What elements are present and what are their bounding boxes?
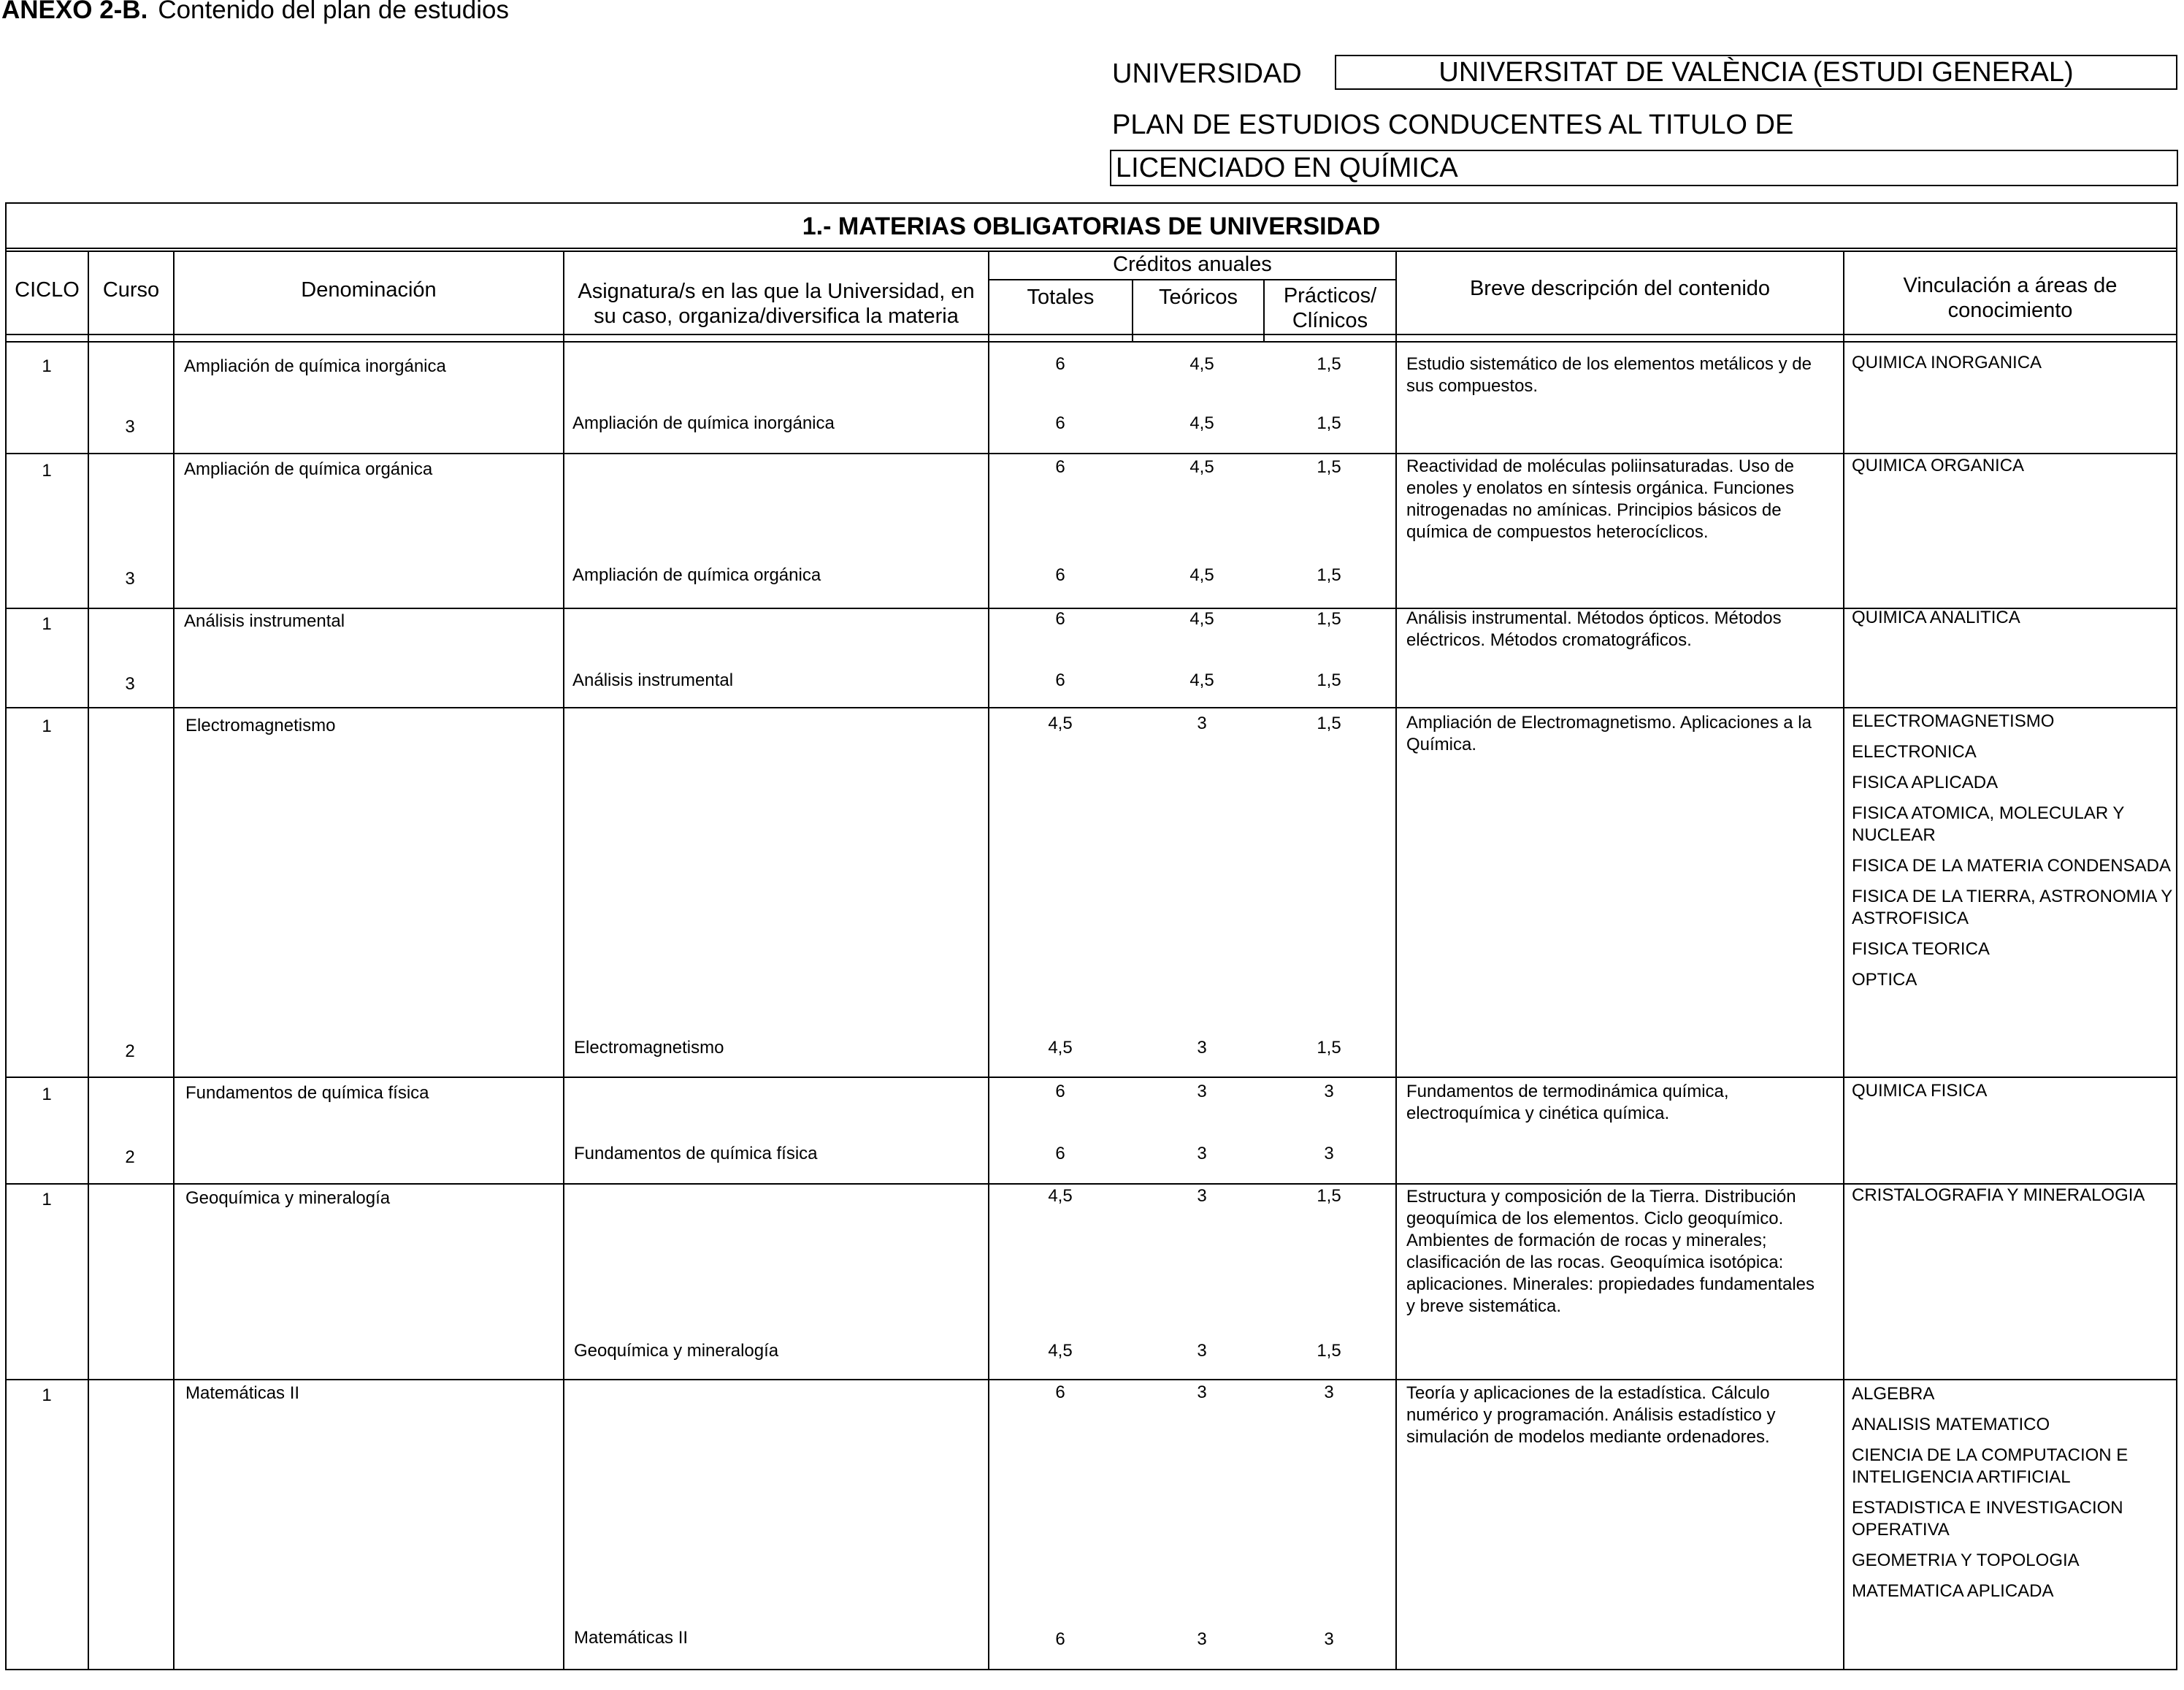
- row6-areas: [1852, 1185, 2182, 1215]
- row1-teoricos: 4,5: [1189, 354, 1214, 374]
- row1-sub-teoricos: 4,5: [1189, 413, 1214, 433]
- area-item: ALGEBRA: [1852, 1384, 1935, 1404]
- area-item: QUIMICA ORGANICA: [1852, 456, 2025, 475]
- col-divider: [88, 341, 89, 1669]
- university-label: UNIVERSIDAD: [1112, 58, 1302, 89]
- row4-areas: [1852, 711, 2177, 1000]
- annex-code: ANEXO 2-B.: [1, 0, 148, 24]
- col-divider: [1395, 341, 1397, 1669]
- row4-curso: 2: [125, 1041, 135, 1061]
- header-double-line: [7, 341, 2176, 343]
- row3-teoricos: 4,5: [1189, 609, 1214, 629]
- col-divider: [1843, 341, 1844, 1669]
- col-divider: [173, 341, 175, 1669]
- row2-descripcion: Reactividad de moléculas poliinsaturadas. Uso de enoles y enolatos en síntesis orgánica. Funciones nitrogenadas no amínicas. Principios básicos de química de compuestos heterocíclicos.: [1406, 456, 1794, 542]
- area-item: CIENCIA DE LA COMPUTACION E INTELIGENCIA ARTIFICIAL: [1852, 1445, 2129, 1487]
- row4-asignatura: Electromagnetismo: [574, 1038, 724, 1058]
- header-denominacion: Denominación: [301, 278, 437, 302]
- col-divider: [988, 341, 989, 1669]
- area-item: FISICA TEORICA: [1852, 939, 1990, 959]
- row3-denominacion: Análisis instrumental: [184, 611, 345, 631]
- row6-sub-teoricos: 3: [1197, 1341, 1207, 1361]
- header-ciclo: CICLO: [15, 278, 80, 302]
- area-item: QUIMICA ANALITICA: [1852, 608, 2020, 627]
- area-item: FISICA ATOMICA, MOLECULAR Y NUCLEAR: [1852, 803, 2124, 845]
- row5-sub-teoricos: 3: [1197, 1144, 1207, 1163]
- row6-ciclo: 1: [42, 1190, 52, 1209]
- area-item: ELECTRONICA: [1852, 742, 1977, 762]
- area-item: FISICA APLICADA: [1852, 773, 1999, 792]
- row2-ciclo: 1: [42, 461, 52, 481]
- header-totales: Totales: [1027, 286, 1095, 309]
- row2-curso: 3: [125, 569, 135, 589]
- row7-ciclo: 1: [42, 1385, 52, 1405]
- row2-practicos: 1,5: [1317, 457, 1341, 477]
- row-separator: [7, 453, 2176, 454]
- row4-denominacion: Electromagnetismo: [185, 716, 336, 735]
- row3-areas: [1852, 607, 2177, 638]
- row5-curso: 2: [125, 1147, 135, 1167]
- row5-denominacion: Fundamentos de química física: [185, 1083, 429, 1103]
- credits-split-line: [988, 279, 1395, 280]
- row-separator: [7, 1077, 2176, 1078]
- row5-sub-practicos: 3: [1324, 1144, 1334, 1163]
- row4-practicos: 1,5: [1317, 714, 1341, 733]
- header-teoricos: Teóricos: [1159, 286, 1238, 309]
- row4-sub-teoricos: 3: [1197, 1038, 1207, 1058]
- row6-asignatura: Geoquímica y mineralogía: [574, 1341, 779, 1361]
- row6-descripcion: Estructura y composición de la Tierra. Distribución geoquímica de los elementos. Ciclo geoquímico. Ambientes de formación de rocas y minerales; clasificación de las rocas. Geoquímica isotópica: aplicaciones. Minerales: propiedades fundamentales y breve sistemática.: [1406, 1187, 1815, 1316]
- row7-sub-totales: 6: [1055, 1629, 1065, 1649]
- row4-ciclo: 1: [42, 716, 52, 736]
- row5-teoricos: 3: [1197, 1082, 1207, 1101]
- row3-asignatura: Análisis instrumental: [572, 670, 734, 690]
- area-item: ELECTROMAGNETISMO: [1852, 711, 2055, 731]
- row2-sub-teoricos: 4,5: [1189, 565, 1214, 585]
- row3-sub-teoricos: 4,5: [1189, 670, 1214, 690]
- row2-sub-practicos: 1,5: [1317, 565, 1341, 585]
- row3-curso: 3: [125, 674, 135, 694]
- row1-asignatura: Ampliación de química inorgánica: [572, 413, 835, 433]
- row7-totales: 6: [1055, 1383, 1065, 1402]
- row1-sub-totales: 6: [1055, 413, 1065, 433]
- row4-sub-practicos: 1,5: [1317, 1038, 1341, 1058]
- section-title: 1.- MATERIAS OBLIGATORIAS DE UNIVERSIDAD: [7, 204, 2176, 249]
- area-item: FISICA DE LA MATERIA CONDENSADA: [1852, 856, 2171, 876]
- row6-sub-totales: 4,5: [1048, 1341, 1073, 1361]
- row1-practicos: 1,5: [1317, 354, 1341, 374]
- row5-asignatura: Fundamentos de química física: [574, 1144, 818, 1163]
- area-item: ANALISIS MATEMATICO: [1852, 1415, 2050, 1434]
- row5-areas: [1852, 1080, 2177, 1111]
- row5-sub-totales: 6: [1055, 1144, 1065, 1163]
- row2-sub-totales: 6: [1055, 565, 1065, 585]
- area-item: GEOMETRIA Y TOPOLOGIA: [1852, 1551, 2080, 1570]
- area-item: OPTICA: [1852, 970, 1917, 990]
- row3-descripcion: Análisis instrumental. Métodos ópticos. Métodos eléctricos. Métodos cromatográficos.: [1406, 608, 1782, 650]
- col-divider: [563, 341, 564, 1669]
- row7-descripcion: Teoría y aplicaciones de la estadística. Cálculo numérico y programación. Análisis estadístico y simulación de modelos mediante ordenadores.: [1406, 1383, 1776, 1447]
- row6-practicos: 1,5: [1317, 1186, 1341, 1206]
- area-item: QUIMICA FISICA: [1852, 1081, 1988, 1101]
- header-asignaturas: Asignatura/s en las que la Universidad, en su caso, organiza/diversifica la materia: [578, 280, 975, 328]
- row3-sub-practicos: 1,5: [1317, 670, 1341, 690]
- row7-asignatura: Matemáticas II: [574, 1628, 689, 1648]
- row4-descripcion: Ampliación de Electromagnetismo. Aplicaciones a la Química.: [1406, 713, 1812, 754]
- row1-ciclo: 1: [42, 356, 52, 376]
- header-practicos: Prácticos/ Clínicos: [1283, 284, 1377, 332]
- row-separator: [7, 1379, 2176, 1380]
- row3-practicos: 1,5: [1317, 609, 1341, 629]
- row5-practicos: 3: [1324, 1082, 1334, 1101]
- row1-denominacion: Ampliación de química inorgánica: [184, 356, 446, 376]
- row1-descripcion: Estudio sistemático de los elementos metálicos y de sus compuestos.: [1406, 354, 1812, 396]
- row7-sub-teoricos: 3: [1197, 1629, 1207, 1649]
- area-item: FISICA DE LA TIERRA, ASTRONOMIA Y ASTROFISICA: [1852, 887, 2172, 928]
- row4-sub-totales: 4,5: [1048, 1038, 1073, 1058]
- area-item: ESTADISTICA E INVESTIGACION OPERATIVA: [1852, 1498, 2123, 1540]
- header-bottom-line: [7, 334, 2176, 335]
- university-value-box: UNIVERSITAT DE VALÈNCIA (ESTUDI GENERAL): [1335, 55, 2177, 90]
- row4-teoricos: 3: [1197, 714, 1207, 733]
- row3-ciclo: 1: [42, 614, 52, 634]
- row2-teoricos: 4,5: [1189, 457, 1214, 477]
- row4-totales: 4,5: [1048, 714, 1073, 733]
- row2-denominacion: Ampliación de química orgánica: [184, 459, 433, 479]
- annex-title: Contenido del plan de estudios: [158, 0, 509, 24]
- row7-sub-practicos: 3: [1324, 1629, 1334, 1649]
- row6-denominacion: Geoquímica y mineralogía: [185, 1188, 391, 1208]
- row3-totales: 6: [1055, 609, 1065, 629]
- row2-totales: 6: [1055, 457, 1065, 477]
- row5-descripcion: Fundamentos de termodinámica química, electroquímica y cinética química.: [1406, 1082, 1729, 1123]
- row3-sub-totales: 6: [1055, 670, 1065, 690]
- plan-label: PLAN DE ESTUDIOS CONDUCENTES AL TITULO DE: [1112, 110, 1794, 140]
- row-separator: [7, 707, 2176, 708]
- row5-ciclo: 1: [42, 1085, 52, 1104]
- row7-areas: [1852, 1383, 2177, 1611]
- row6-teoricos: 3: [1197, 1186, 1207, 1206]
- row7-denominacion: Matemáticas II: [185, 1383, 300, 1403]
- row2-asignatura: Ampliación de química orgánica: [572, 565, 821, 585]
- row-separator: [7, 1183, 2176, 1185]
- header-descripcion: Breve descripción del contenido: [1469, 277, 1771, 300]
- row1-sub-practicos: 1,5: [1317, 413, 1341, 433]
- row1-totales: 6: [1055, 354, 1065, 374]
- row5-totales: 6: [1055, 1082, 1065, 1101]
- degree-value-box: LICENCIADO EN QUÍMICA: [1110, 150, 2178, 186]
- row1-curso: 3: [125, 417, 135, 437]
- header-creditos: Créditos anuales: [1113, 253, 1272, 276]
- header-vinculacion: Vinculación a áreas de conocimiento: [1903, 274, 2118, 322]
- annex-heading: [1, 0, 509, 25]
- area-item: QUIMICA INORGANICA: [1852, 353, 2042, 372]
- row2-areas: [1852, 455, 2177, 486]
- row7-teoricos: 3: [1197, 1383, 1207, 1402]
- area-item: MATEMATICA APLICADA: [1852, 1581, 2054, 1601]
- header-curso: Curso: [102, 278, 160, 302]
- row7-practicos: 3: [1324, 1383, 1334, 1402]
- row6-sub-practicos: 1,5: [1317, 1341, 1341, 1361]
- row1-areas: [1852, 352, 2177, 383]
- area-item: CRISTALOGRAFIA Y MINERALOGIA: [1852, 1185, 2145, 1205]
- row6-totales: 4,5: [1048, 1186, 1073, 1206]
